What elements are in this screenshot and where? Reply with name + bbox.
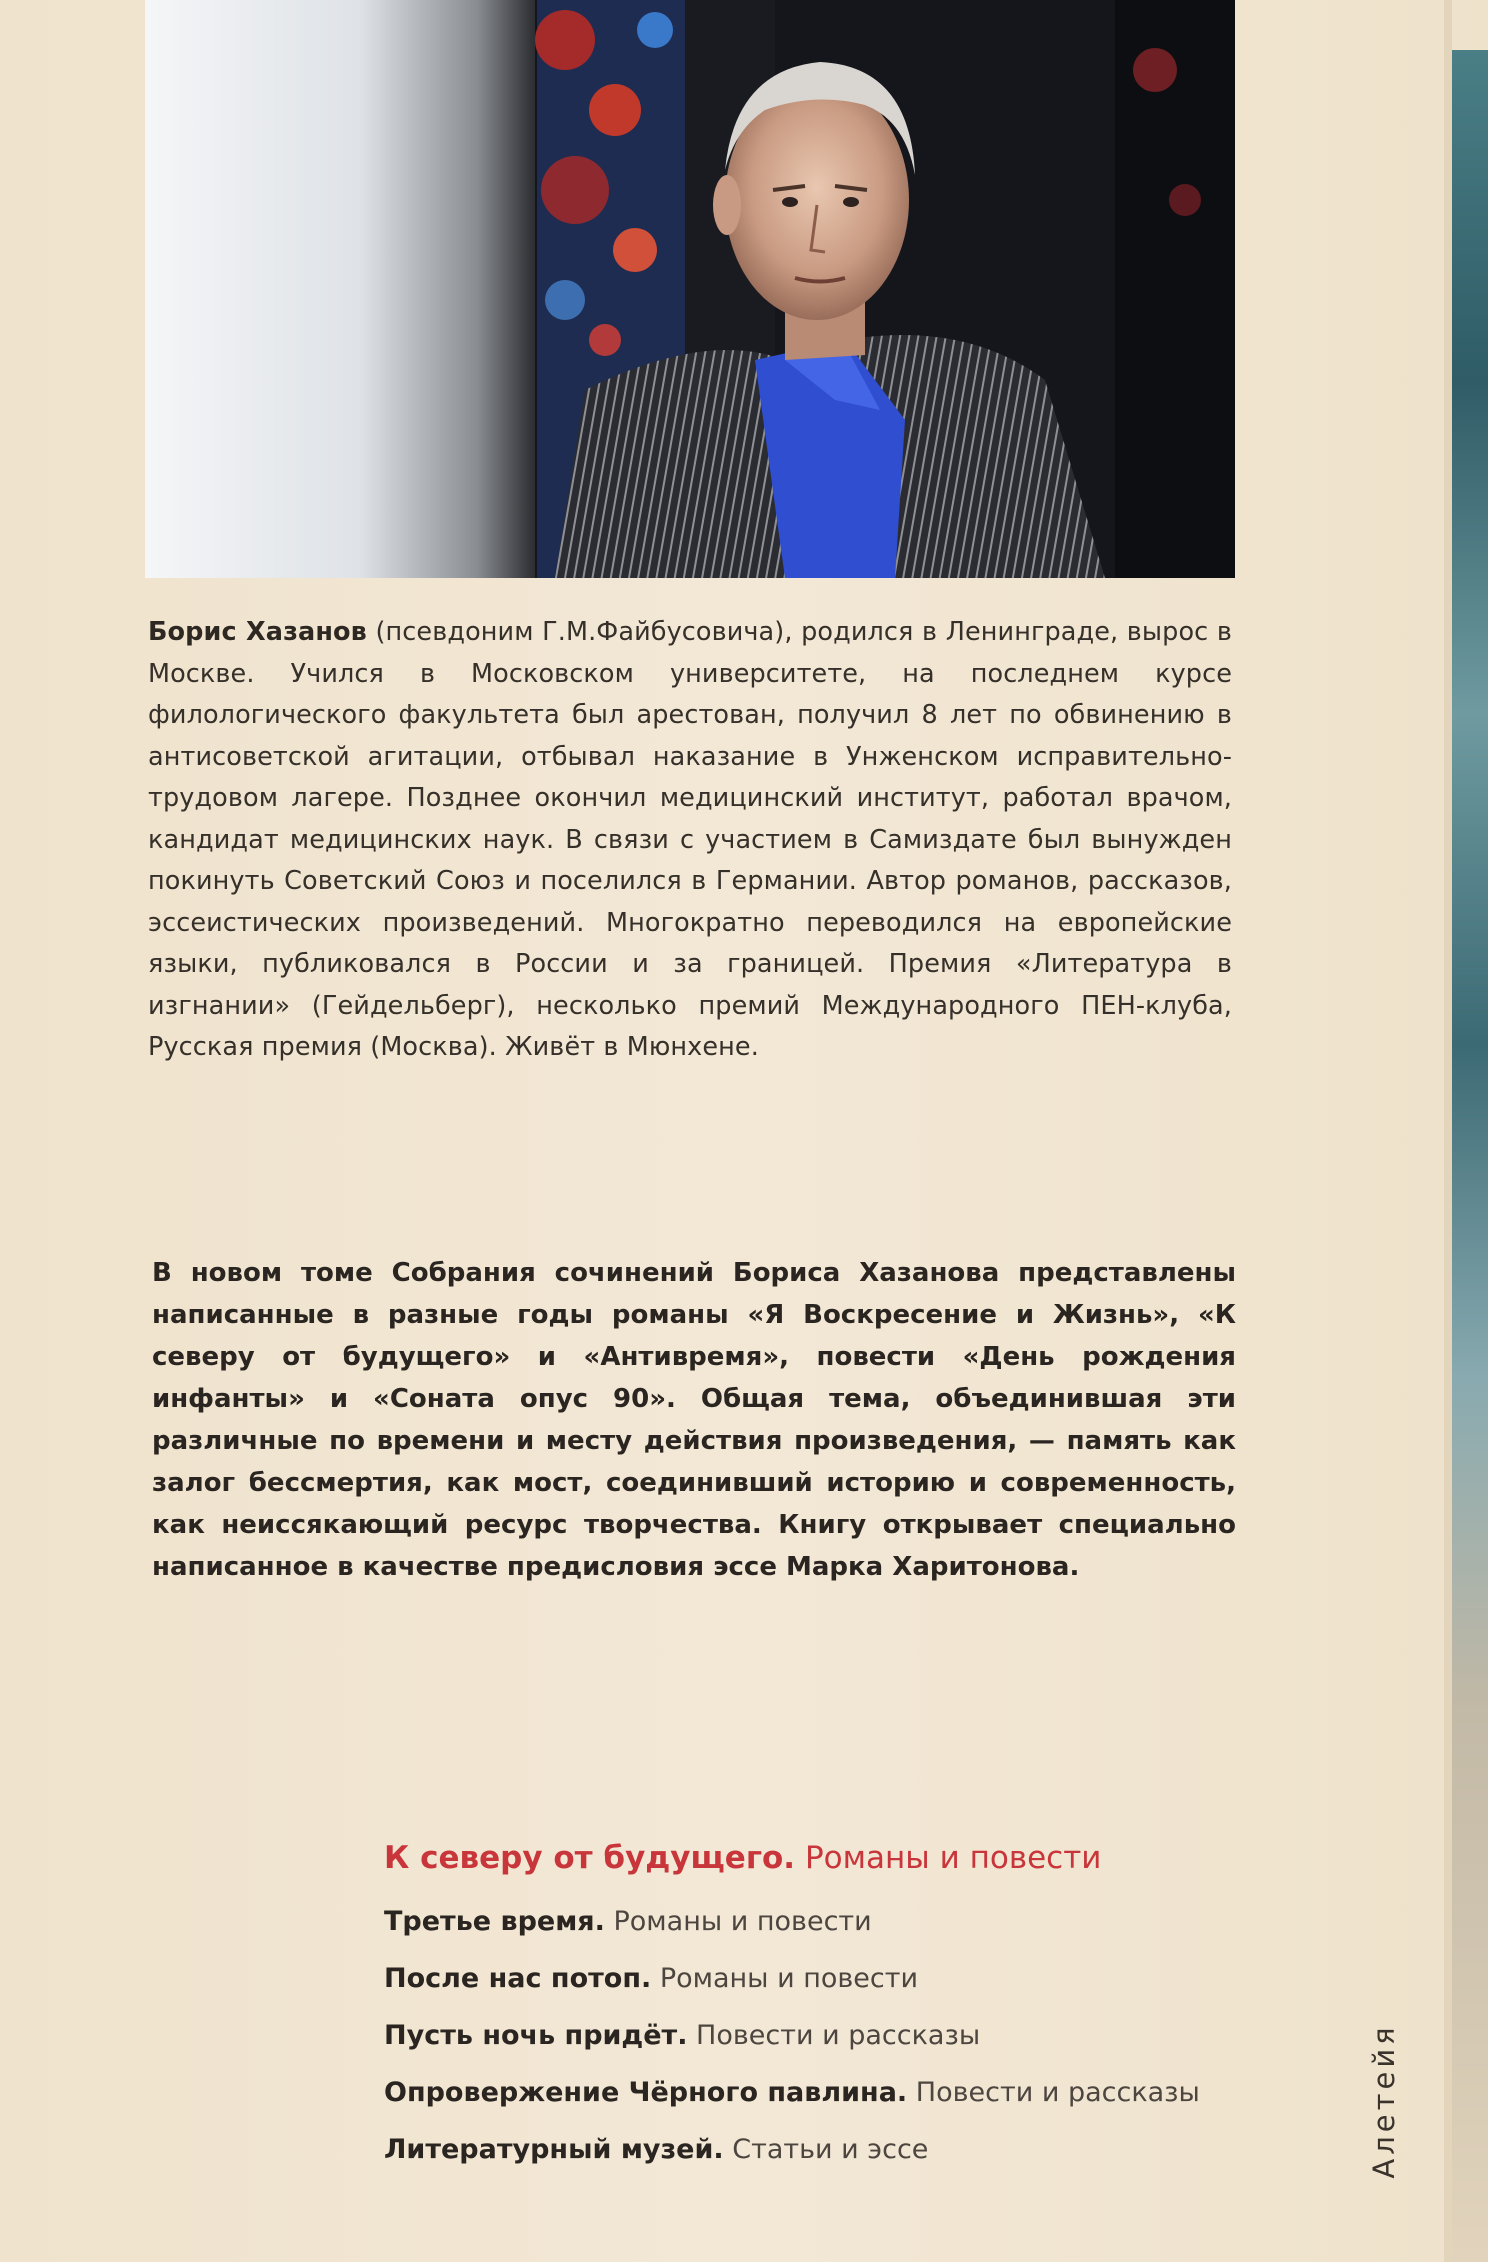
book-title: Опровержение Чёрного павлина.: [384, 2077, 908, 2108]
book-title: Литературный музей.: [384, 2134, 724, 2165]
book-genre: Повести и рассказы: [907, 2077, 1200, 2108]
book-genre: Романы и повести: [604, 1906, 872, 1937]
book-item: [384, 1963, 1284, 2020]
book-genre: Романы и повести: [795, 1840, 1102, 1876]
book-title: К северу от будущего.: [384, 1840, 796, 1876]
publisher-name: Алетейя: [1367, 2023, 1401, 2179]
publisher-imprint: [1366, 2005, 1402, 2197]
author-photo: [145, 0, 1235, 578]
book-genre: Статьи и эссе: [723, 2134, 929, 2165]
author-biography: [148, 612, 1232, 1069]
book-title: Третье время.: [384, 1906, 605, 1937]
book-genre: Повести и рассказы: [687, 2020, 981, 2051]
biography-text: (псевдоним Г.М.Файбусовича), родился в Ленинграде, вырос в Москве. Учился в Московском университете, на последнем курсе филологического факультета был арестован, получил 8 лет по обвинению в антисоветской агитации, отбывал наказание в Унженском исправительно-трудовом лагере. Позднее окончил медицинский институт, работал врачом, кандидат медицинских наук. В связи с участием в Самиздате был вынужден покинуть Советский Союз и поселился в Германии. Автор романов, рассказов, эссеистических произведений. Многократно переводился на европейские языки, публиковался в России и за границей. Премия «Литература в изгнании» (Гейдельберг), несколько премий Международного ПЕН-клуба, Русская премия (Москва). Живёт в Мюнхене.: [148, 617, 1232, 1062]
book-item: [384, 2134, 1284, 2191]
book-title: Пусть ночь придёт.: [384, 2020, 688, 2051]
book-genre: Романы и повести: [651, 1963, 919, 1994]
book-item: [384, 1906, 1284, 1963]
book-title: После нас потоп.: [384, 1963, 652, 1994]
book-item-current: [384, 1840, 1284, 1906]
book-item: [384, 2020, 1284, 2077]
author-name: Борис Хазанов: [148, 617, 367, 647]
author-portrait-image: [145, 0, 1235, 578]
book-spine-edge: [1452, 50, 1488, 2262]
series-book-list: [384, 1840, 1284, 2191]
book-annotation: В новом томе Собрания сочинений Бориса Хазанова представлены написанные в разные годы романы «Я Воскресение и Жизнь», «К северу от будущего» и «Антивремя», повести «День рождения инфанты» и «Соната опус 90». Общая тема, объединившая эти различные по времени и месту действия произведения, — память как залог бессмертия, как мост, соединивший историю и современность, как неиссякающий ресурс творчества. Книгу открывает специально написанное в качестве предисловия эссе Марка Харитонова.: [152, 1258, 1236, 1582]
book-item: [384, 2077, 1284, 2134]
spine-fold: [1444, 0, 1452, 2262]
